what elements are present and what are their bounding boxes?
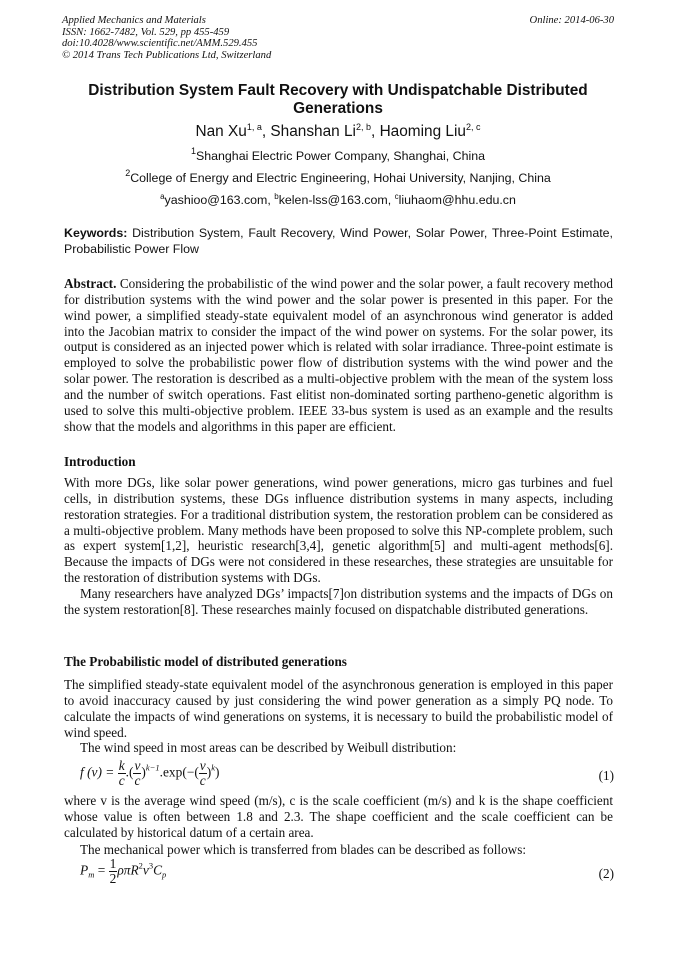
intro-paragraph: With more DGs, like solar power generations, wind power generations, micro gas turbines and fuel cells, in distribution systems, these DGs influence distribution systems in many aspects, including restoration strategies. For a traditional distribution system, the restoration problem can be considered as a multi-objective problem. Many methods have been proposed to solve this NP-complete problem, such as expert system[1,2], heuristic research[3,4], genetic algorithm[5] and multi-agent methods[6]. Because the impacts of DGs were not considered in these researches, these strategies are unsuitable for the restoration of distribution systems with DGs. (64, 475, 613, 586)
section-heading-probabilistic-model: The Probabilistic model of distributed generations (64, 654, 347, 669)
abstract-text: Considering the probabilistic of the wind power and the solar power, a fault recovery method for distribution systems with the wind power and the solar power is presented in this paper. For the wind power, a simplified steady-state equivalent model of an asynchronous wind generator is added into the Jacobian matrix to consider the impact of the wind power on systems. For the solar power, its output is considered as an injected power which is related with solar irradiance. Three-point estimate is employed to solve the probabilistic power flow of distribution systems with the wind power and the solar power. The restoration is described as a multi-objective problem with the mean of the system loss and the number of switch operations. Fast elitist non-dominated sorting partheno-genetic algorithm is used to solve this multi-objective problem. IEEE 33-bus system is used as an example and the results show that the models and algorithms in this paper are efficient. (64, 276, 613, 434)
email-link: liuhaom@hhu.edu.cn (398, 193, 516, 207)
equation-weibull: f (v) = $\frac{k}{c}$ .( $\frac{v}{c}$ )$^{k-1}$.exp(−( $\frac{v}{c}$ )$^k$) (80, 758, 220, 788)
issn-line: ISSN: 1662-7482, Vol. 529, pp 455-459 (62, 26, 230, 38)
abstract-label: Abstract. (64, 276, 117, 291)
body-paragraph: where v is the average wind speed (m/s), c is the scale coefficient (m/s) and k is the shape coefficient whose value is often between 1.8 and 2.3. The shape coefficient and the scale coefficient can be calculated by historical datum of a certain area. (64, 793, 613, 840)
copyright-line: © 2014 Trans Tech Publications Ltd, Switzerland (62, 49, 272, 61)
email-list: $^a$yashioo@163.com, $^b$kelen-lss@163.com, $^c$liuhaom@hhu.edu.cn (160, 192, 516, 207)
equation-number: (1) (598, 768, 614, 783)
equation-number: (2) (598, 866, 614, 881)
intro-paragraph: Many researchers have analyzed DGs’ impacts[7]on distribution systems and the impacts of DGs on the system restoration[8]. These researches mainly focused on dispatchable distributed generations. (64, 586, 613, 617)
keywords-text: Distribution System, Fault Recovery, Wind Power, Solar Power, Three-Point Estimate, Probabilistic Power Flow (64, 226, 613, 256)
keywords-label: Keywords: (64, 226, 128, 240)
body-paragraph: The simplified steady-state equivalent model of the asynchronous generation is employed in this paper to avoid inaccuracy caused by just considering the wind power generation as a simply PQ node. To calculate the impacts of wind generations on systems, it is necessary to build the probabilistic model of wind speed. (64, 677, 613, 740)
affiliation: $^2$College of Energy and Electric Engineering, Hohai University, Nanjing, China (125, 168, 551, 185)
journal-name: Applied Mechanics and Materials (62, 15, 206, 26)
author-name: Haoming Liu (379, 123, 466, 140)
author-affil-mark: 1, a (246, 122, 262, 132)
paper-title: Distribution System Fault Recovery with Undispatchable Distributed Generations (88, 82, 588, 117)
author-name: Shanshan Li (270, 123, 356, 140)
author-list: Nan Xu$^{1, a}$, Shanshan Li$^{2, b}$, Haoming Liu$^{2, c}$ (195, 122, 481, 140)
author-affil-mark: 2, b (355, 122, 371, 132)
equation-mechanical-power: $P_m$ = $\frac{1}{2}$ $\rho\pi R^2v^3C_p$ (80, 856, 167, 886)
body-paragraph: The wind speed in most areas can be described by Weibull distribution: (80, 740, 457, 755)
email-link: yashioo@163.com, (164, 193, 271, 207)
affiliation: $^1$Shanghai Electric Power Company, Shanghai, China (190, 146, 486, 163)
abstract (64, 276, 613, 434)
doi-line: doi:10.4028/www.scientific.net/AMM.529.455 (62, 38, 258, 50)
journal-header (62, 15, 271, 61)
email-link: kelen-lss@163.com, (278, 193, 392, 207)
section-heading-introduction: Introduction (64, 454, 136, 469)
online-date: Online: 2014-06-30 (529, 15, 614, 26)
body-paragraph: The mechanical power which is transferred from blades can be described as follows: (80, 842, 527, 857)
author-name: Nan Xu (195, 123, 247, 140)
keywords (64, 226, 613, 257)
author-affil-mark: 2, c (465, 122, 481, 132)
